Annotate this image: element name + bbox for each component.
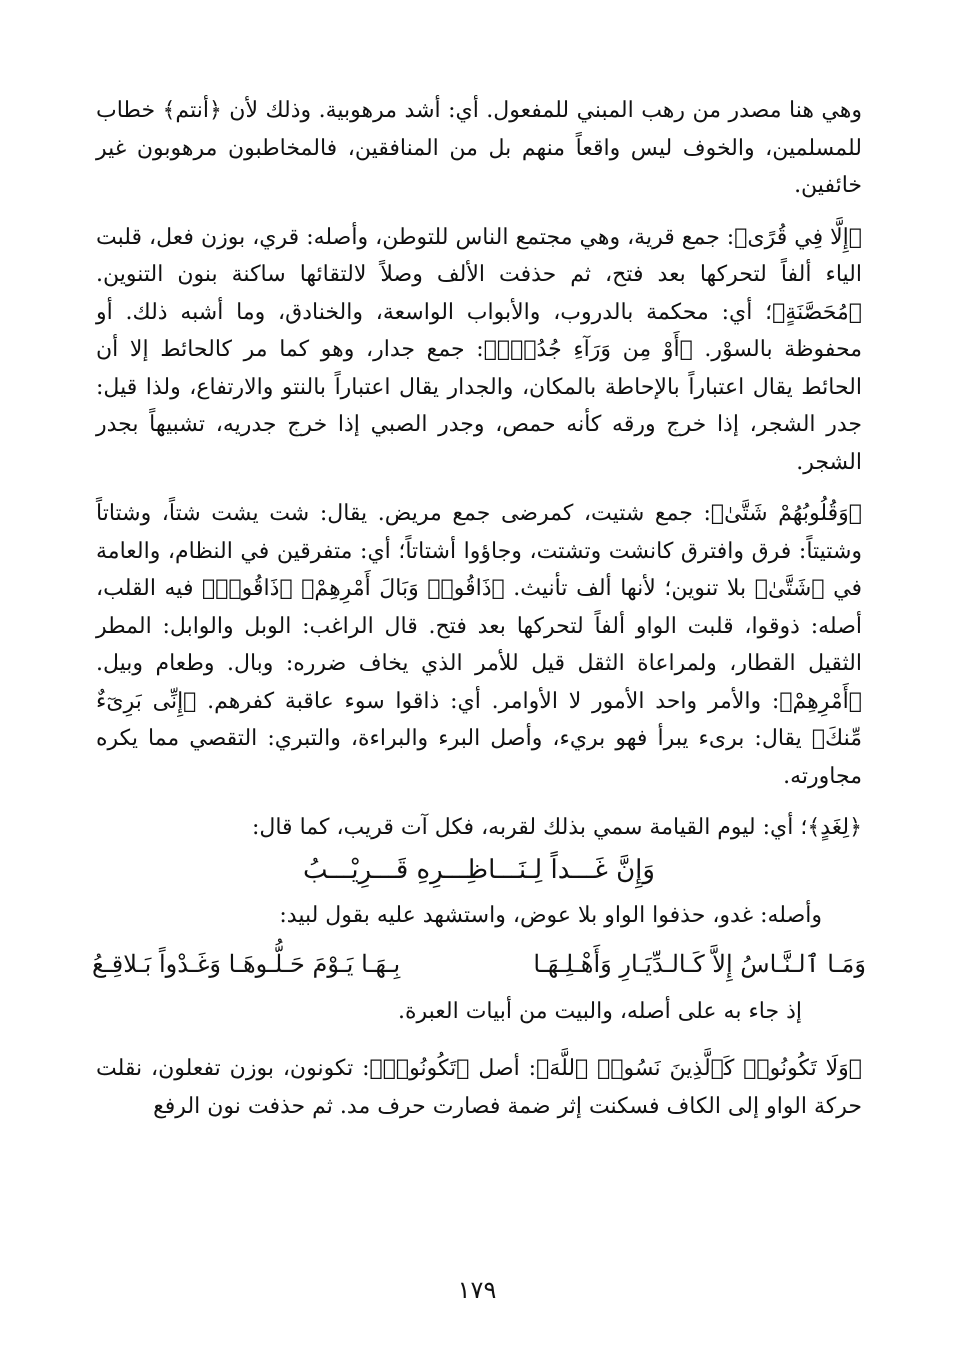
poetry-verse-2 bbox=[92, 938, 866, 990]
verse-second-hemistich: بِـهَـا يَـوْمَ حَـلُّـوهَـا وَغَـدْواً بَـلاقِـعُ bbox=[92, 950, 401, 978]
paragraph-1: وهي هنا مصدر من رهب المبني للمفعول. أي: أشد مرهوبية. وذلك لأن ﴿أنتم﴾ خطاب للمسلمين، والخوف ليس واقعاً منهم بل من المنافقين، فالمخاطبون مرهوبون غير خائفين. bbox=[96, 98, 862, 198]
paragraph-3: ﴿وَقُلُوبُهُمْ شَتَّىٰ﴾: جمع شتيت، كمرضى جمع مريض. يقال: شت يشت شتاً، وشتاتاً وشتيتاً: فرق وافترق كانشت وتشتت، وجاؤوا أشتاتاً؛ أي: متفرقين في النظام، والعامة في ﴿شَتَّىٰ﴾ بلا تنوين؛ لأنها ألف تأنيث. ﴿ذَاقُوا۟ وَبَالَ أَمْرِهِمْ﴾ ﴿ذَاقُوا۟﴾ فيه القلب، أصله: ذوقوا، قلبت الواو ألفاً لتحركها بعد فتح. قال الراغب: الوبل والوابل: المطر الثقيل القطار، ولمراعاة الثقل قيل للأمر الذي يخاف ضرره: وبال. وطعام وبيل. ﴿أَمْرِهِمْ﴾: والأمر واحد الأمور لا الأوامر. أي: ذاقوا سوء عاقبة كفرهم. ﴿إِنِّى بَرِىٓءٌ مِّنكَ﴾ يقال: برىء يبرأ فهو بريء، وأصل البرء والبراءة، والتبري: التقصي مما يكره مجاورته. bbox=[96, 501, 862, 789]
page-number: ١٧٩ bbox=[457, 1276, 497, 1304]
paragraph-4: ﴿لِغَدٍ﴾؛ أي: ليوم القيامة سمي بذلك لقربه، فكل آت قريب، كما قال: bbox=[251, 815, 862, 840]
verse-first-hemistich: وَمَـا ٱلـنَّـاسُ إِلاَّ كَـالـدِّيَـارِ وَأَهْـلِـهَـا bbox=[533, 950, 866, 978]
paragraph-5: وأصله: غدو، حذفوا الواو بلا عوض، واستشهد عليه بقول لبيد: bbox=[279, 902, 822, 928]
poetry-verse-1: وَإِنَّ غَـــداً لِـنَـــاظِـــرِهِ قَـــرِيْـــبُ bbox=[303, 854, 655, 885]
paragraph-7: ﴿وَلَا تَكُونُوا۟ كَٱلَّذِينَ نَسُوا۟ ٱللَّهَ﴾: أصل ﴿تَكُونُوا۟﴾: تكونون، بوزن تفعلون، نقلت حركة الواو إلى الكاف فسكنت إثر ضمة فصارت حرف مد. ثم حذفت نون الرفع bbox=[96, 1056, 862, 1119]
paragraph-2: ﴿إِلَّا فِي قُرًى﴾: جمع قرية، وهي مجتمع الناس للتوطن، وأصله: قري، بوزن فعل، قلبت الياء ألفاً لتحركها بعد فتح، ثم حذفت الألف وصلاً لالتقائها ساكنة بنون التنوين. ﴿مُحَصَّنَةٍ﴾؛ أي: محكمة بالدروب، والأبواب الواسعة، والخنادق، وما أشبه ذلك. أو محفوظة بالسوْر. ﴿أَوْ مِن وَرَآءِ جُدُرٍۭ﴾: جمع جدار، وهو كما مر كالحائط إلا أن الحائط يقال اعتباراً بالإحاطة بالمكان، والجدار يقال اعتباراً بالنتو والارتفاع، ولذا قيل: جدر الشجر، إذا خرج ورقه كأنه حمص، وجدر الصبي إذا خرج جدريه، تشبيهاً بجدر الشجر. bbox=[96, 224, 863, 475]
paragraph-6: إذ جاء به على أصله، والبيت من أبيات العبرة. bbox=[397, 999, 802, 1024]
